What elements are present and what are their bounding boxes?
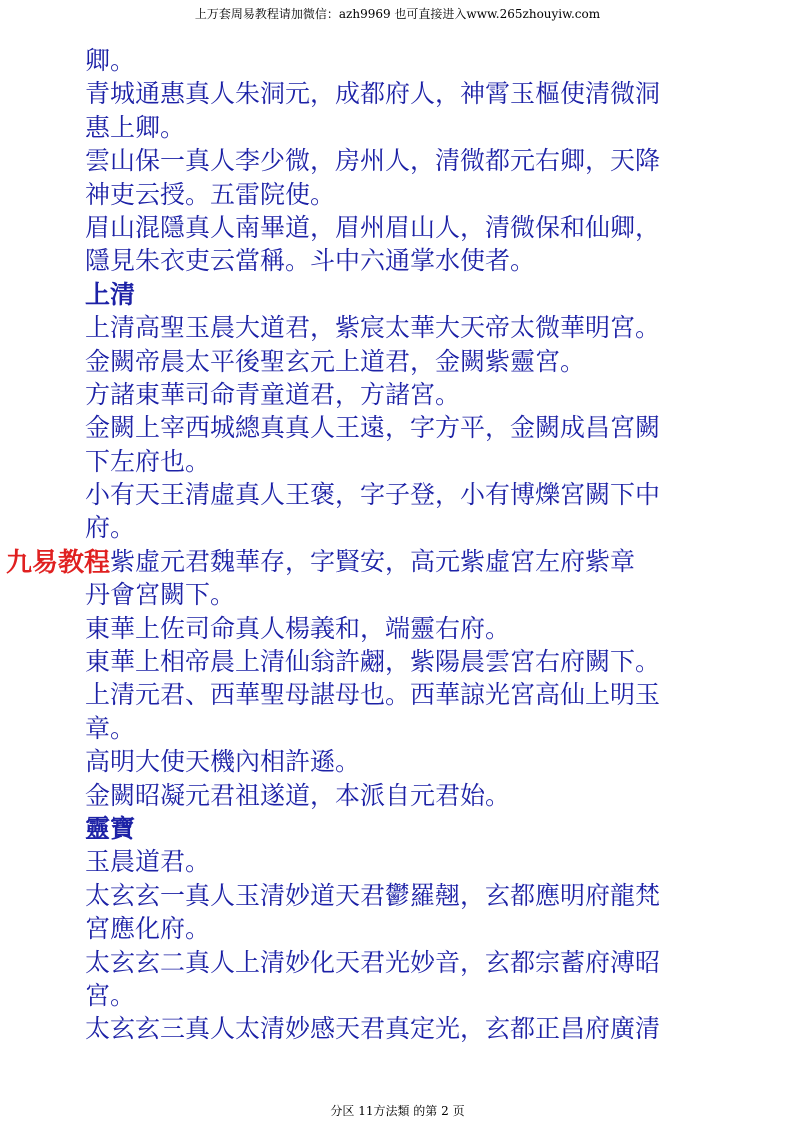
text-line: 東華上佐司命真人楊義和，端靈右府。 (85, 613, 511, 643)
document-body (85, 44, 685, 1046)
text-line: 府。 (85, 513, 136, 543)
text-line: 金闕上宰西城總真真人王遠，字方平，金闕成昌宮闕 (85, 413, 661, 443)
text-line: 金闕帝晨太平後聖玄元上道君，金闕紫靈宮。 (85, 346, 586, 376)
text-line: 惠上卿。 (85, 112, 186, 142)
text-line: 紫虛元君魏華存，字賢安，高元紫虛宮左府紫章 (85, 546, 636, 576)
text-line: 宮。 (85, 980, 136, 1010)
text-line: 卿。 (85, 46, 136, 75)
text-line: 章。 (85, 713, 136, 743)
text-line: 青城通惠真人朱洞元，成都府人，神霄玉樞使清微洞 (85, 79, 661, 109)
text-line: 神吏云授。五雷院使。 (85, 179, 336, 209)
text-line: 方諸東華司命青童道君，方諸宮。 (85, 379, 461, 409)
text-line: 小有天王清虛真人王褒，字子登，小有博爍宮闕下中 (85, 480, 661, 510)
watermark-logo: 九易教程 (6, 548, 111, 578)
section-heading: 上清 (85, 279, 136, 309)
text-line: 金闕昭凝元君祖遂道，本派自元君始。 (85, 780, 511, 810)
text-line: 眉山混隱真人南畢道，眉州眉山人，清微保和仙卿， (85, 212, 661, 242)
text-line: 上清元君、西華聖母諶母也。西華諒光宮高仙上明玉 (85, 680, 661, 710)
page-header: 上万套周易教程请加微信：azh9969 也可直接进入www.265zhouyiw.com (194, 7, 601, 21)
text-line: 玉晨道君。 (85, 847, 211, 877)
text-line: 隱見朱衣吏云當稱。斗中六通掌水使者。 (85, 246, 536, 276)
text-line: 東華上相帝晨上清仙翁許翽，紫陽晨雲宮右府闕下。 (85, 647, 661, 677)
text-line: 丹會宮闕下。 (85, 580, 236, 610)
text-line: 宮應化府。 (85, 914, 211, 944)
text-line: 太玄玄二真人上清妙化天君光妙音，玄都宗蓄府溥昭 (85, 947, 661, 977)
section-heading: 靈寶 (85, 813, 136, 843)
text-line: 太玄玄一真人玉清妙道天君鬱羅翹，玄都應明府龍梵 (85, 880, 661, 910)
text-line: 下左府也。 (85, 446, 211, 476)
text-line: 太玄玄三真人太清妙感天君真定光，玄都正昌府廣清 (85, 1014, 661, 1044)
page-footer: 分区 11方法類 的第 2 页 (330, 1104, 465, 1118)
text-line: 高明大使天機內相許遜。 (85, 747, 361, 777)
text-line: 上清高聖玉晨大道君，紫宸太華大天帝太微華明宮。 (85, 313, 661, 343)
text-line: 雲山保一真人李少微，房州人，清微都元右卿，天降 (85, 146, 661, 176)
